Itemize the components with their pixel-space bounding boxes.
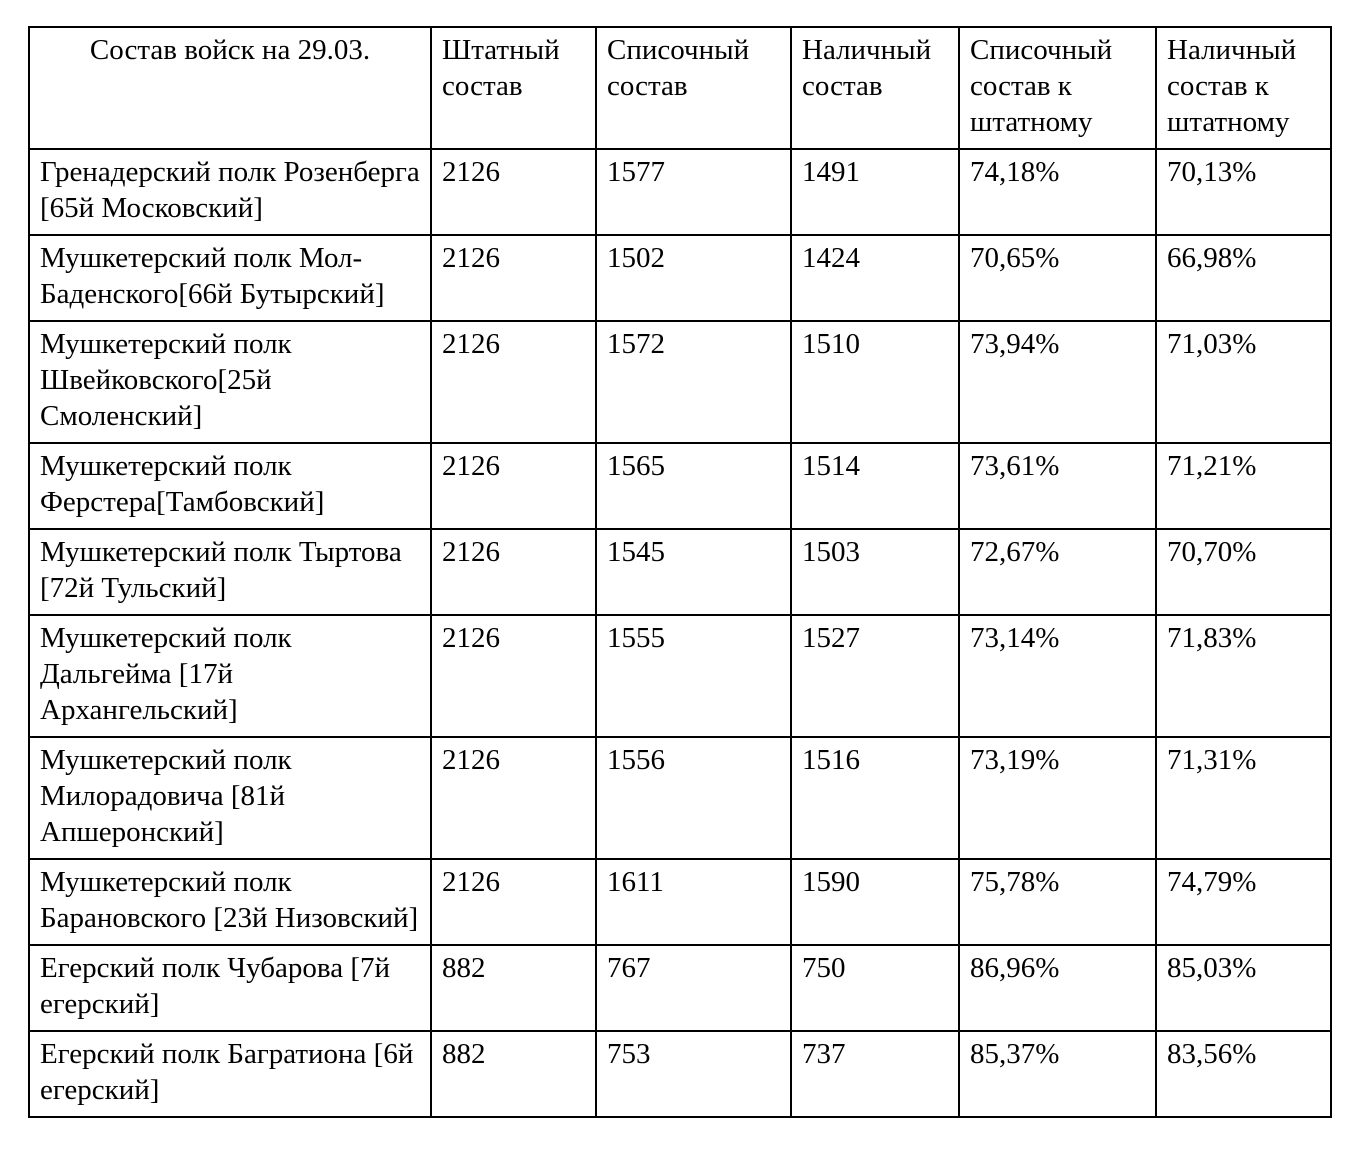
present-strength-cell: 1514	[791, 443, 959, 529]
table-row	[29, 443, 1331, 529]
unit-cell: Мушкетерский полк Тыртова [72й Тульский]	[29, 529, 431, 615]
staff-strength-cell: 2126	[431, 149, 596, 235]
unit-cell: Егерский полк Багратиона [6й егерский]	[29, 1031, 431, 1117]
table-row	[29, 1031, 1331, 1117]
list-strength-cell: 1572	[596, 321, 791, 443]
list-strength-cell: 1502	[596, 235, 791, 321]
present-to-staff-pct-cell: 71,03%	[1156, 321, 1331, 443]
list-to-staff-pct-cell: 73,94%	[959, 321, 1156, 443]
list-to-staff-pct-cell: 73,61%	[959, 443, 1156, 529]
unit-cell: Мушкетерский полк Ферстера[Тамбовский]	[29, 443, 431, 529]
present-strength-cell: 1516	[791, 737, 959, 859]
list-to-staff-pct-cell: 86,96%	[959, 945, 1156, 1031]
staff-strength-cell: 2126	[431, 615, 596, 737]
staff-strength-cell: 2126	[431, 321, 596, 443]
present-to-staff-pct-cell: 71,21%	[1156, 443, 1331, 529]
present-to-staff-pct-cell: 83,56%	[1156, 1031, 1331, 1117]
troop-strength-table	[28, 26, 1332, 1118]
column-header-list-to-staff-pct: Списочный состав к штатному	[959, 27, 1156, 149]
list-to-staff-pct-cell: 74,18%	[959, 149, 1156, 235]
unit-cell: Мушкетерский полк Милорадовича [81й Апшеронский]	[29, 737, 431, 859]
present-strength-cell: 1424	[791, 235, 959, 321]
unit-cell: Егерский полк Чубарова [7й егерский]	[29, 945, 431, 1031]
unit-cell: Мушкетерский полк Мол-Баденского[66й Бутырский]	[29, 235, 431, 321]
staff-strength-cell: 2126	[431, 443, 596, 529]
table-row	[29, 235, 1331, 321]
staff-strength-cell: 882	[431, 945, 596, 1031]
staff-strength-cell: 2126	[431, 529, 596, 615]
table-row	[29, 615, 1331, 737]
list-to-staff-pct-cell: 73,14%	[959, 615, 1156, 737]
list-strength-cell: 1611	[596, 859, 791, 945]
present-strength-cell: 1590	[791, 859, 959, 945]
table-row	[29, 945, 1331, 1031]
header-row	[29, 27, 1331, 149]
list-strength-cell: 753	[596, 1031, 791, 1117]
present-strength-cell: 1491	[791, 149, 959, 235]
table-row	[29, 737, 1331, 859]
list-to-staff-pct-cell: 70,65%	[959, 235, 1156, 321]
present-to-staff-pct-cell: 71,83%	[1156, 615, 1331, 737]
list-to-staff-pct-cell: 85,37%	[959, 1031, 1156, 1117]
list-strength-cell: 1565	[596, 443, 791, 529]
table-row	[29, 321, 1331, 443]
list-to-staff-pct-cell: 73,19%	[959, 737, 1156, 859]
staff-strength-cell: 2126	[431, 859, 596, 945]
present-strength-cell: 750	[791, 945, 959, 1031]
unit-cell: Мушкетерский полк Дальгейма [17й Архангельский]	[29, 615, 431, 737]
table-row	[29, 149, 1331, 235]
staff-strength-cell: 882	[431, 1031, 596, 1117]
present-strength-cell: 1527	[791, 615, 959, 737]
present-to-staff-pct-cell: 71,31%	[1156, 737, 1331, 859]
list-strength-cell: 1555	[596, 615, 791, 737]
present-to-staff-pct-cell: 85,03%	[1156, 945, 1331, 1031]
table-row	[29, 859, 1331, 945]
present-strength-cell: 1510	[791, 321, 959, 443]
present-to-staff-pct-cell: 74,79%	[1156, 859, 1331, 945]
list-strength-cell: 1545	[596, 529, 791, 615]
column-header-present-strength: Наличный состав	[791, 27, 959, 149]
table-row	[29, 529, 1331, 615]
present-to-staff-pct-cell: 70,13%	[1156, 149, 1331, 235]
column-header-unit: Состав войск на 29.03.	[29, 27, 431, 149]
unit-cell: Гренадерский полк Розенберга [65й Московский]	[29, 149, 431, 235]
column-header-present-to-staff-pct: Наличный состав к штатному	[1156, 27, 1331, 149]
present-to-staff-pct-cell: 70,70%	[1156, 529, 1331, 615]
present-strength-cell: 1503	[791, 529, 959, 615]
present-strength-cell: 737	[791, 1031, 959, 1117]
staff-strength-cell: 2126	[431, 235, 596, 321]
present-to-staff-pct-cell: 66,98%	[1156, 235, 1331, 321]
unit-cell: Мушкетерский полк Швейковского[25й Смоленский]	[29, 321, 431, 443]
list-to-staff-pct-cell: 72,67%	[959, 529, 1156, 615]
staff-strength-cell: 2126	[431, 737, 596, 859]
column-header-staff-strength: Штатный состав	[431, 27, 596, 149]
list-strength-cell: 1577	[596, 149, 791, 235]
unit-cell: Мушкетерский полк Барановского [23й Низовский]	[29, 859, 431, 945]
list-strength-cell: 767	[596, 945, 791, 1031]
column-header-list-strength: Списочный состав	[596, 27, 791, 149]
list-strength-cell: 1556	[596, 737, 791, 859]
list-to-staff-pct-cell: 75,78%	[959, 859, 1156, 945]
